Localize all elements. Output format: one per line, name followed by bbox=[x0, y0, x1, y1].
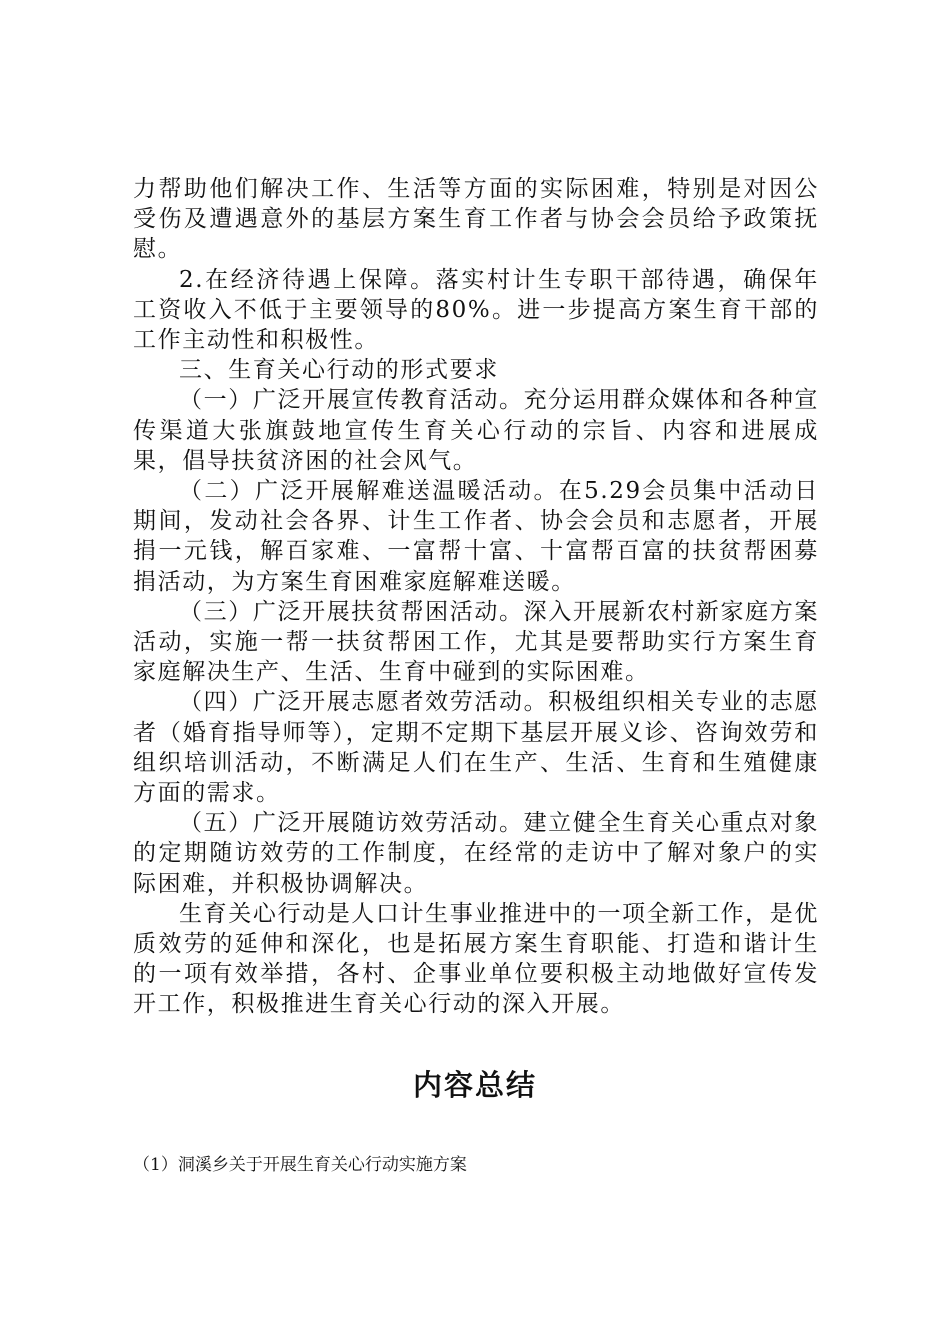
paragraph-item-3: （三）广泛开展扶贫帮困活动。深入开展新农村新家庭方案活动，实施一帮一扶贫帮困工作，尤其是要帮助实行方案生育家庭解决生产、生活、生育中碰到的实际困难。 bbox=[133, 598, 819, 686]
paragraph-conclusion: 生育关心行动是人口计生事业推进中的一项全新工作，是优质效劳的延伸和深化，也是拓展方案生育职能、打造和谐计生的一项有效举措，各村、企事业单位要积极主动地做好宣传发开工作，积极推进生育关心行动的深入开展。 bbox=[133, 900, 819, 1018]
section-heading-form-requirements: 三、生育关心行动的形式要求 bbox=[179, 357, 499, 384]
paragraph-item-5: （五）广泛开展随访效劳活动。建立健全生育关心重点对象的定期随访效劳的工作制度，在经常的走访中了解对象户的实际困难，并积极协调解决。 bbox=[133, 810, 819, 897]
paragraph-item-4: （四）广泛开展志愿者效劳活动。积极组织相关专业的志愿者（婚育指导师等），定期不定期下基层开展义诊、咨询效劳和组织培训活动，不断满足人们在生产、生活、生育和生殖健康方面的需求。 bbox=[133, 689, 819, 807]
summary-title: 内容总结 bbox=[412, 1068, 537, 1102]
paragraph-item-1: （一）广泛开展宣传教育活动。充分运用群众媒体和各种宣传渠道大张旗鼓地宣传生育关心行动的宗旨、内容和进展成果，倡导扶贫济困的社会风气。 bbox=[133, 387, 819, 474]
document-body bbox=[133, 174, 819, 1020]
paragraph-continuation: 力帮助他们解决工作、生活等方面的实际困难，特别是对因公受伤及遭遇意外的基层方案生育工作者与协会会员给予政策抚慰。 bbox=[133, 176, 819, 263]
paragraph-economic-guarantee: 2.在经济待遇上保障。落实村计生专职干部待遇，确保年工资收入不低于主要领导的80%。进一步提高方案生育干部的工作主动性和积极性。 bbox=[133, 266, 819, 354]
summary-item: （1）洞溪乡关于开展生育关心行动实施方案 bbox=[133, 1155, 467, 1175]
paragraph-item-2: （二）广泛开展解难送温暖活动。在5.29会员集中活动日期间，发动社会各界、计生工作者、协会会员和志愿者，开展捐一元钱，解百家难、一富帮十富、十富帮百富的扶贫帮困募捐活动，为方案生育困难家庭解难送暖。 bbox=[133, 478, 819, 595]
